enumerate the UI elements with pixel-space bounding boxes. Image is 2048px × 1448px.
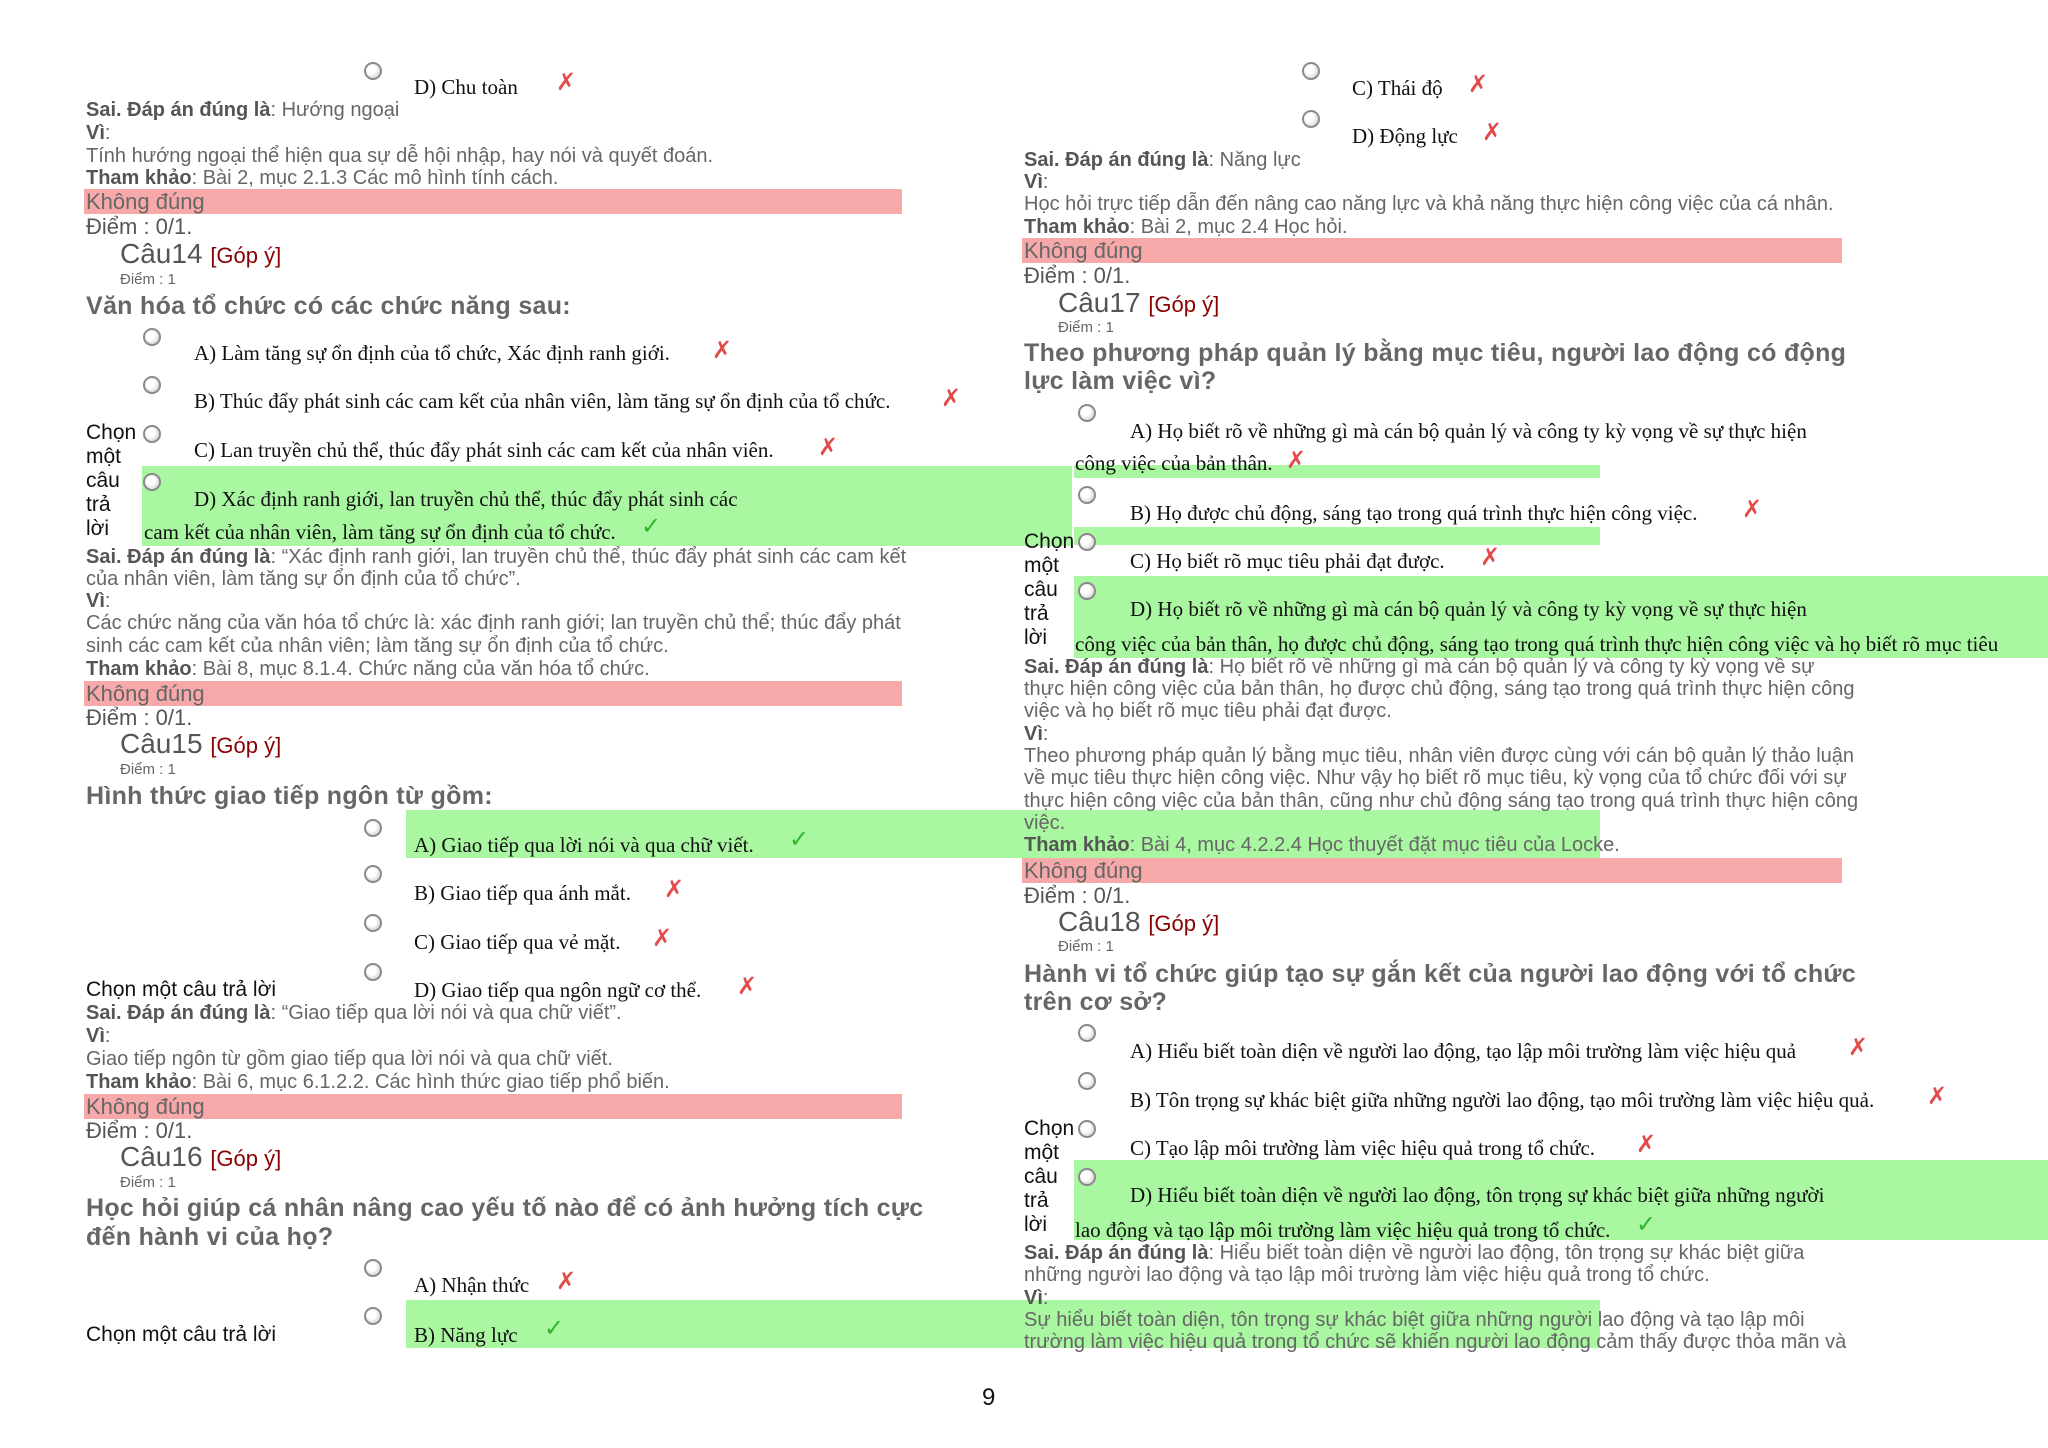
reason-text: Học hỏi trực tiếp dẫn đến nâng cao năng lực và khả năng thực hiện công việc của cá nhân. — [1024, 193, 1834, 215]
choose-answer-label: Chọn một câu trả lời — [1024, 1117, 1075, 1236]
reason-label: Vì: — [86, 590, 111, 612]
correct-answer-note: Sai. Đáp án đúng là: Họ biết rõ về những gì mà cán bộ quản lý và công ty kỳ vọng về sự — [1024, 656, 1815, 678]
wrong-mark-icon: ✗ — [737, 972, 758, 1000]
reason-text-cont: thực hiện công việc của bản thân, cũng như chủ động sáng tạo trong quá trình thực hiện công — [1024, 790, 1859, 812]
status-bar-wrong — [84, 1094, 902, 1119]
status-wrong: Không đúng — [86, 1094, 205, 1119]
question-points: Điểm : 1 — [120, 761, 176, 778]
status-wrong: Không đúng — [1024, 858, 1143, 883]
correct-mark-icon: ✓ — [544, 1314, 565, 1342]
correct-answer-note: Sai. Đáp án đúng là: Năng lực — [1024, 149, 1301, 171]
wrong-mark-icon: ✗ — [1848, 1033, 1869, 1061]
correct-answer-note-cont: thực hiện công việc của bản thân, họ được chủ động, sáng tạo trong quá trình thực hiện công — [1024, 678, 1855, 700]
status-wrong: Không đúng — [86, 681, 205, 706]
reference-note: Tham khảo: Bài 2, mục 2.1.3 Các mô hình tính cách. — [86, 167, 559, 189]
wrong-mark-icon: ✗ — [818, 433, 839, 461]
question-text: Theo phương pháp quản lý bằng mục tiêu, người lao động có động — [1024, 339, 1847, 367]
option-d-label: D) Họ biết rõ về những gì mà cán bộ quản lý và công ty kỳ vọng về sự thực hiện — [1130, 597, 1807, 621]
correct-answer-note: Sai. Đáp án đúng là: “Xác định ranh giới, lan truyền chủ thể, thúc đẩy phát sinh các cam kết — [86, 546, 907, 568]
radio-option-d[interactable] — [364, 963, 382, 981]
wrong-mark-icon: ✗ — [1927, 1082, 1948, 1110]
wrong-mark-icon: ✗ — [1480, 543, 1501, 571]
score-text: Điểm : 0/1. — [86, 1118, 193, 1143]
reference-note: Tham khảo: Bài 6, mục 6.1.2.2. Các hình thức giao tiếp phổ biến. — [86, 1071, 670, 1093]
radio-option-c[interactable] — [1302, 62, 1320, 80]
question-points: Điểm : 1 — [120, 271, 176, 288]
reference-note: Tham khảo: Bài 8, mục 8.1.4. Chức năng của văn hóa tổ chức. — [86, 658, 650, 680]
wrong-mark-icon: ✗ — [652, 924, 673, 952]
option-a-label: A) Họ biết rõ về những gì mà cán bộ quản lý và công ty kỳ vọng về sự thực hiện — [1130, 419, 1807, 443]
status-wrong: Không đúng — [86, 189, 205, 214]
option-b-label: B) Giao tiếp qua ánh mắt. — [414, 881, 631, 905]
correct-answer-note: Sai. Đáp án đúng là: “Giao tiếp qua lời nói và qua chữ viết”. — [86, 1002, 622, 1024]
question-text-cont: trên cơ sở? — [1024, 988, 1168, 1016]
page-number: 9 — [982, 1384, 996, 1411]
radio-option-c[interactable] — [1078, 1120, 1096, 1138]
radio-option-a[interactable] — [364, 819, 382, 837]
option-d-label-cont: lao động và tạo lập môi trường làm việc hiệu quả trong tổ chức. — [1075, 1218, 1611, 1242]
option-d-label: D) Xác định ranh giới, lan truyền chủ thể, thúc đẩy phát sinh các — [194, 487, 738, 511]
option-d-label: D) Giao tiếp qua ngôn ngữ cơ thể. — [414, 978, 702, 1002]
score-text: Điểm : 0/1. — [1024, 883, 1131, 908]
wrong-mark-icon: ✗ — [1636, 1130, 1657, 1158]
radio-option-a[interactable] — [1078, 404, 1096, 422]
reason-label: Vì: — [1024, 723, 1049, 745]
status-bar-wrong — [84, 189, 902, 214]
question-heading: Câu15 [Góp ý] — [120, 728, 282, 759]
radio-option-a[interactable] — [1078, 1024, 1096, 1042]
wrong-mark-icon: ✗ — [941, 384, 962, 412]
question-points: Điểm : 1 — [1058, 938, 1114, 955]
option-b-label: B) Tôn trọng sự khác biệt giữa những người lao động, tạo môi trường làm việc hiệu quả. — [1130, 1088, 1875, 1112]
correct-mark-icon: ✓ — [641, 512, 662, 540]
wrong-mark-icon: ✗ — [556, 1267, 577, 1295]
wrong-mark-icon: ✗ — [556, 68, 577, 96]
option-b-label: B) Năng lực — [414, 1323, 518, 1347]
option-a-label: A) Hiểu biết toàn diện về người lao động, tạo lập môi trường làm việc hiệu quả — [1130, 1039, 1797, 1063]
reason-text: Giao tiếp ngôn từ gồm giao tiếp qua lời nói và qua chữ viết. — [86, 1048, 613, 1070]
radio-option-a[interactable] — [364, 1259, 382, 1277]
option-d-label: D) Chu toàn — [414, 75, 518, 99]
question-text-cont: lực làm việc vì? — [1024, 367, 1217, 395]
correct-answer-note: Sai. Đáp án đúng là: Hướng ngoại — [86, 99, 400, 121]
radio-option-b[interactable] — [364, 1307, 382, 1325]
score-text: Điểm : 0/1. — [1024, 263, 1131, 288]
option-c-label: C) Lan truyền chủ thể, thúc đẩy phát sinh các cam kết của nhân viên. — [194, 438, 774, 462]
choose-answer-label: Chọn một câu trả lời — [86, 421, 137, 540]
option-d-label-cont: cam kết của nhân viên, làm tăng sự ổn định của tổ chức. — [144, 520, 616, 544]
reason-text: Các chức năng của văn hóa tổ chức là: xác định ranh giới; lan truyền chủ thể; thúc đẩy phát — [86, 612, 901, 634]
option-c-label: C) Giao tiếp qua vẻ mặt. — [414, 930, 621, 954]
option-a-label-cont: công việc của bản thân. — [1075, 451, 1273, 475]
feedback-link[interactable]: [Góp ý] — [210, 1146, 282, 1171]
reason-label: Vì: — [86, 1025, 111, 1047]
radio-option-c[interactable] — [1078, 533, 1096, 551]
question-text: Văn hóa tổ chức có các chức năng sau: — [86, 292, 571, 320]
correct-answer-note: Sai. Đáp án đúng là: Hiểu biết toàn diện về người lao động, tôn trọng sự khác biệt giữa — [1024, 1242, 1805, 1264]
question-text: Hành vi tổ chức giúp tạo sự gắn kết của người lao động với tổ chức — [1024, 960, 1857, 988]
correct-mark-icon: ✓ — [789, 825, 810, 853]
question-text: Học hỏi giúp cá nhân nâng cao yếu tố nào để có ảnh hưởng tích cực — [86, 1194, 924, 1222]
correct-mark-icon: ✓ — [1636, 1210, 1657, 1238]
wrong-mark-icon: ✗ — [1742, 495, 1763, 523]
question-points: Điểm : 1 — [1058, 319, 1114, 336]
feedback-link[interactable]: [Góp ý] — [1148, 911, 1220, 936]
wrong-mark-icon: ✗ — [1286, 446, 1307, 474]
reason-text-cont: việc. — [1024, 812, 1066, 834]
question-heading: Câu16 [Góp ý] — [120, 1141, 282, 1172]
reason-label: Vì: — [1024, 171, 1049, 193]
radio-option-d[interactable] — [1078, 582, 1096, 600]
status-bar-wrong — [1022, 858, 1842, 883]
radio-option-d[interactable] — [143, 473, 161, 491]
wrong-mark-icon: ✗ — [1482, 118, 1503, 146]
question-points: Điểm : 1 — [120, 1174, 176, 1191]
status-wrong: Không đúng — [1024, 238, 1143, 263]
feedback-link[interactable]: [Góp ý] — [1148, 292, 1220, 317]
wrong-mark-icon: ✗ — [664, 875, 685, 903]
option-c-label: C) Họ biết rõ mục tiêu phải đạt được. — [1130, 549, 1445, 573]
option-a-label: A) Giao tiếp qua lời nói và qua chữ viết. — [414, 833, 754, 857]
radio-option-d[interactable] — [1078, 1168, 1096, 1186]
status-bar-wrong — [84, 681, 902, 706]
option-a-label: A) Nhận thức — [414, 1273, 530, 1297]
status-bar-wrong — [1022, 238, 1842, 263]
reason-text: Theo phương pháp quản lý bằng mục tiêu, nhân viên được cùng với cán bộ quản lý thảo luận — [1024, 745, 1855, 767]
score-text: Điểm : 0/1. — [86, 705, 193, 730]
option-b-label: B) Thúc đẩy phát sinh các cam kết của nhân viên, làm tăng sự ổn định của tổ chức. — [194, 389, 891, 413]
reason-text-cont: sinh các cam kết của nhân viên; làm tăng sự ổn định của tổ chức. — [86, 635, 669, 657]
radio-option-c[interactable] — [143, 425, 161, 443]
score-text: Điểm : 0/1. — [86, 214, 193, 239]
correct-answer-note-cont: việc và họ biết rõ mục tiêu phải đạt được. — [1024, 700, 1392, 722]
radio-option-b[interactable] — [1078, 486, 1096, 504]
option-a-label: A) Làm tăng sự ổn định của tổ chức, Xác định ranh giới. — [194, 341, 670, 365]
reason-text-cont: về mục tiêu thực hiện công việc. Như vậy họ biết rõ mục tiêu, kỳ vọng của tổ chức đối với sự — [1024, 767, 1847, 789]
radio-option-b[interactable] — [1078, 1072, 1096, 1090]
question-heading: Câu14 [Góp ý] — [120, 238, 282, 269]
reference-note: Tham khảo: Bài 4, mục 4.2.2.4 Học thuyết đặt mục tiêu của Locke. — [1024, 834, 1620, 856]
question-heading: Câu17 [Góp ý] — [1058, 287, 1220, 318]
radio-option-c[interactable] — [364, 914, 382, 932]
feedback-link[interactable]: [Góp ý] — [210, 733, 282, 758]
option-d-label: D) Động lực — [1352, 124, 1458, 148]
question-heading: Câu18 [Góp ý] — [1058, 906, 1220, 937]
radio-option-d[interactable] — [364, 62, 382, 80]
reason-text: Sự hiểu biết toàn diện, tôn trọng sự khác biệt giữa những người lao động và tạo lập môi — [1024, 1309, 1805, 1331]
radio-option-d[interactable] — [1302, 110, 1320, 128]
choose-answer-label: Chọn một câu trả lời — [86, 978, 277, 1001]
option-c-label: C) Tạo lập môi trường làm việc hiệu quả trong tổ chức. — [1130, 1136, 1596, 1160]
option-d-label-cont: công việc của bản thân, họ được chủ động, sáng tạo trong quá trình thực hiện công việc và họ biết rõ mục tiêu — [1075, 632, 1999, 656]
radio-option-b[interactable] — [143, 376, 161, 394]
option-d-label: D) Hiểu biết toàn diện về người lao động, tôn trọng sự khác biệt giữa những người — [1130, 1183, 1825, 1207]
reason-text: Tính hướng ngoại thể hiện qua sự dễ hội nhập, hay nói và quyết đoán. — [86, 145, 714, 167]
question-text: Hình thức giao tiếp ngôn từ gồm: — [86, 782, 493, 810]
choose-answer-label: Chọn một câu trả lời — [86, 1323, 277, 1346]
feedback-link[interactable]: [Góp ý] — [210, 243, 282, 268]
correct-answer-note-cont: những người lao động và tạo lập môi trường làm việc hiệu quả trong tổ chức. — [1024, 1264, 1710, 1286]
reason-text-cont: trường làm việc hiệu quả trong tổ chức sẽ khiến người lao động cảm thấy được thỏa mãn và — [1024, 1331, 1847, 1353]
wrong-mark-icon: ✗ — [712, 336, 733, 364]
wrong-mark-icon: ✗ — [1468, 70, 1489, 98]
question-text-cont: đến hành vi của họ? — [86, 1223, 334, 1251]
radio-option-b[interactable] — [364, 865, 382, 883]
option-b-label: B) Họ được chủ động, sáng tạo trong quá trình thực hiện công việc. — [1130, 501, 1698, 525]
reason-label: Vì: — [1024, 1287, 1049, 1309]
radio-option-a[interactable] — [143, 328, 161, 346]
reference-note: Tham khảo: Bài 2, mục 2.4 Học hỏi. — [1024, 216, 1348, 238]
option-separator-highlight — [1074, 527, 1600, 545]
choose-answer-label: Chọn một câu trả lời — [1024, 530, 1075, 649]
correct-answer-note-cont: của nhân viên, làm tăng sự ổn định của tổ chức”. — [86, 568, 521, 590]
reason-label: Vì: — [86, 122, 111, 144]
option-c-label: C) Thái độ — [1352, 76, 1443, 100]
